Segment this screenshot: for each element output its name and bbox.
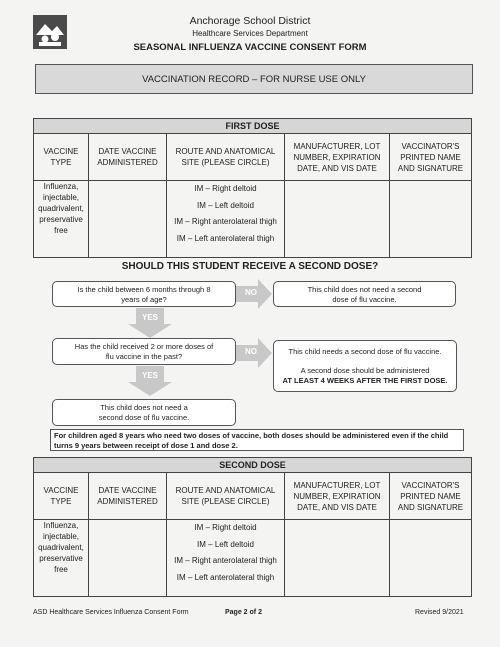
route-options bbox=[167, 520, 285, 597]
manufacturer-field[interactable] bbox=[285, 520, 390, 597]
nurse-use-banner: VACCINATION RECORD – FOR NURSE USE ONLY bbox=[35, 64, 473, 94]
administer-text: A second dose should be administered bbox=[300, 366, 430, 375]
route-option[interactable]: IM – Right anterolateral thigh bbox=[174, 556, 277, 565]
route-option[interactable]: IM – Right anterolateral thigh bbox=[174, 217, 277, 226]
question-age-box: Is the child between 6 months through 8 years of age? bbox=[52, 281, 236, 307]
col-vaccine-type: VACCINE TYPE bbox=[34, 134, 89, 181]
col-manufacturer: MANUFACTURER, LOT NUMBER, EXPIRATION DATE, AND VIS DATE bbox=[285, 473, 390, 520]
vaccinator-field[interactable] bbox=[390, 520, 472, 597]
second-dose-table bbox=[33, 457, 472, 597]
yes-label: YES bbox=[141, 313, 158, 322]
route-option[interactable]: IM – Right deltoid bbox=[194, 184, 257, 193]
col-date: DATE VACCINE ADMINISTERED bbox=[89, 473, 167, 520]
department-name: Healthcare Services Department bbox=[192, 29, 308, 38]
manufacturer-field[interactable] bbox=[285, 181, 390, 258]
four-weeks-text: AT LEAST 4 WEEKS AFTER THE FIRST DOSE. bbox=[282, 376, 448, 385]
question-prior-doses-box: Has the child received 2 or more doses of flu vaccine in the past? bbox=[52, 338, 236, 365]
vaccine-type-value: Influenza, injectable, quadrivalent, preservative free bbox=[34, 181, 89, 258]
col-date: DATE VACCINE ADMINISTERED bbox=[89, 134, 167, 181]
date-field[interactable] bbox=[89, 181, 167, 258]
col-route: ROUTE AND ANATOMICAL SITE (PLEASE CIRCLE) bbox=[167, 473, 285, 520]
no-label: NO bbox=[245, 347, 257, 356]
second-dose-question: SHOULD THIS STUDENT RECEIVE A SECOND DOSE? bbox=[121, 261, 379, 272]
col-manufacturer: MANUFACTURER, LOT NUMBER, EXPIRATION DATE, AND VIS DATE bbox=[285, 134, 390, 181]
second-dose-title: SECOND DOSE bbox=[34, 458, 472, 473]
route-option[interactable]: IM – Right deltoid bbox=[194, 523, 257, 532]
footer-revised-date: Revised 9/2021 bbox=[415, 609, 464, 616]
col-vaccinator: VACCINATOR'S PRINTED NAME AND SIGNATURE bbox=[390, 473, 472, 520]
route-option[interactable]: IM – Left deltoid bbox=[197, 539, 254, 549]
age-note: For children aged 8 years who need two doses of vaccine, both doses should be administered even if the child turns 9 years between receipt of dose 1 and dose 2. bbox=[50, 429, 464, 451]
route-options bbox=[167, 181, 285, 258]
footer-form-name: ASD Healthcare Services Influenza Consent Form bbox=[33, 609, 189, 616]
vaccinator-field[interactable] bbox=[390, 181, 472, 258]
form-title: SEASONAL INFLUENZA VACCINE CONSENT FORM bbox=[133, 42, 367, 53]
route-option[interactable]: IM – Left anterolateral thigh bbox=[176, 572, 275, 582]
district-name: Anchorage School District bbox=[189, 15, 311, 27]
col-vaccinator: VACCINATOR'S PRINTED NAME AND SIGNATURE bbox=[390, 134, 472, 181]
result-no-second-dose-box: This child does not need a second dose of flu vaccine. bbox=[52, 399, 236, 426]
route-option[interactable]: IM – Left deltoid bbox=[197, 200, 254, 210]
date-field[interactable] bbox=[89, 520, 167, 597]
needs-second-dose-text: This child needs a second dose of flu vaccine. bbox=[288, 347, 442, 356]
first-dose-table bbox=[33, 118, 472, 258]
route-option[interactable]: IM – Left anterolateral thigh bbox=[176, 233, 275, 243]
result-no-second-dose-box: This child does not need a second dose of flu vaccine. bbox=[273, 281, 456, 307]
first-dose-title: FIRST DOSE bbox=[34, 119, 472, 134]
vaccine-type-value: Influenza, injectable, quadrivalent, preservative free bbox=[34, 520, 89, 597]
result-needs-second-dose-box bbox=[273, 340, 457, 392]
col-route: ROUTE AND ANATOMICAL SITE (PLEASE CIRCLE) bbox=[167, 134, 285, 181]
col-vaccine-type: VACCINE TYPE bbox=[34, 473, 89, 520]
footer-page-number: Page 2 of 2 bbox=[225, 609, 262, 616]
no-label: NO bbox=[245, 288, 257, 297]
yes-label: YES bbox=[141, 371, 158, 380]
